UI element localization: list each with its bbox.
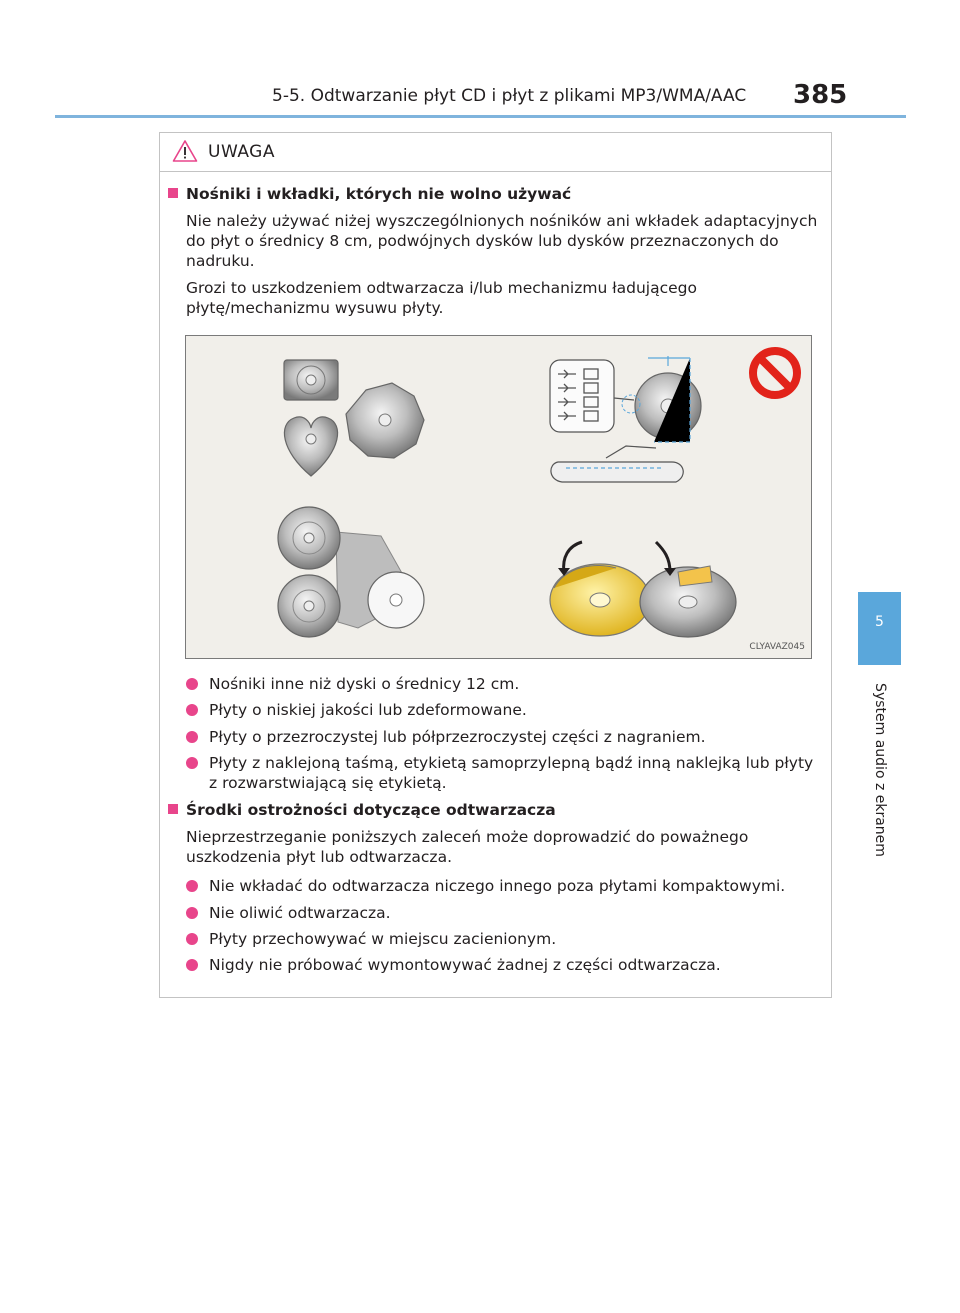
figure-code: CLYAVAZ045 <box>749 642 805 652</box>
paragraph: Grozi to uszkodzeniem odtwarzacza i/lub mechanizmu ładującego płytę/mechanizmu wysuwu płyty. <box>186 279 697 317</box>
chapter-tab <box>858 592 901 665</box>
list-item: Nie wkładać do odtwarzacza niczego innego poza płytami kompaktowymi. <box>186 876 818 896</box>
square-bullet-icon <box>168 188 178 198</box>
bullet-dot-icon <box>186 959 198 971</box>
bullet-dot-icon <box>186 704 198 716</box>
paragraph: Nie należy używać niżej wyszczególnionych nośników ani wkładek adaptacyjnych do płyt o średnicy 8 cm, podwójnych dysków lub dysków przeznaczonych do nadruku. <box>186 212 818 270</box>
chapter-tab-number: 5 <box>875 614 884 630</box>
list-item: Płyty z naklejoną taśmą, etykietą samoprzylepną bądź inną naklejką lub płyty z rozwarstwiającą się etykietą. <box>186 753 818 793</box>
bullet-dot-icon <box>186 678 198 690</box>
bullet-dot-icon <box>186 731 198 743</box>
bullet-dot-icon <box>186 907 198 919</box>
chapter-tab-label: System audio z ekranem <box>872 683 888 857</box>
bullet-dot-icon <box>186 880 198 892</box>
list-item: Płyty przechowywać w miejscu zacienionym. <box>186 929 818 949</box>
warning-box <box>159 132 832 998</box>
square-bullet-icon <box>168 804 178 814</box>
section-title <box>168 185 571 203</box>
list-item: Nigdy nie próbować wymontowywać żadnej z części odtwarzacza. <box>186 955 818 975</box>
section-title-text: Środki ostrożności dotyczące odtwarzacza <box>186 801 556 819</box>
list-item: Płyty o niskiej jakości lub zdeformowane. <box>186 700 818 720</box>
warning-triangle-icon <box>172 139 198 163</box>
warning-header <box>160 133 831 172</box>
list-item: Nie oliwić odtwarzacza. <box>186 903 818 923</box>
paragraph: Nieprzestrzeganie poniższych zaleceń może doprowadzić do poważnego uszkodzenia płyt lub odtwarzacza. <box>186 828 749 866</box>
section-title <box>168 801 556 819</box>
warning-label: UWAGA <box>208 142 275 162</box>
disc-illustration <box>185 335 812 659</box>
page-number: 385 <box>793 80 848 110</box>
disc-illustration-graphic <box>186 336 813 660</box>
bullet-dot-icon <box>186 933 198 945</box>
header-rule <box>55 115 906 118</box>
list-item: Płyty o przezroczystej lub półprzezroczystej części z nagraniem. <box>186 727 818 747</box>
list-item: Nośniki inne niż dyski o średnicy 12 cm. <box>186 674 818 694</box>
running-header-title: 5-5. Odtwarzanie płyt CD i płyt z plikami MP3/WMA/AAC <box>272 86 747 106</box>
bullet-dot-icon <box>186 757 198 769</box>
section-title-text: Nośniki i wkładki, których nie wolno używać <box>186 185 572 203</box>
